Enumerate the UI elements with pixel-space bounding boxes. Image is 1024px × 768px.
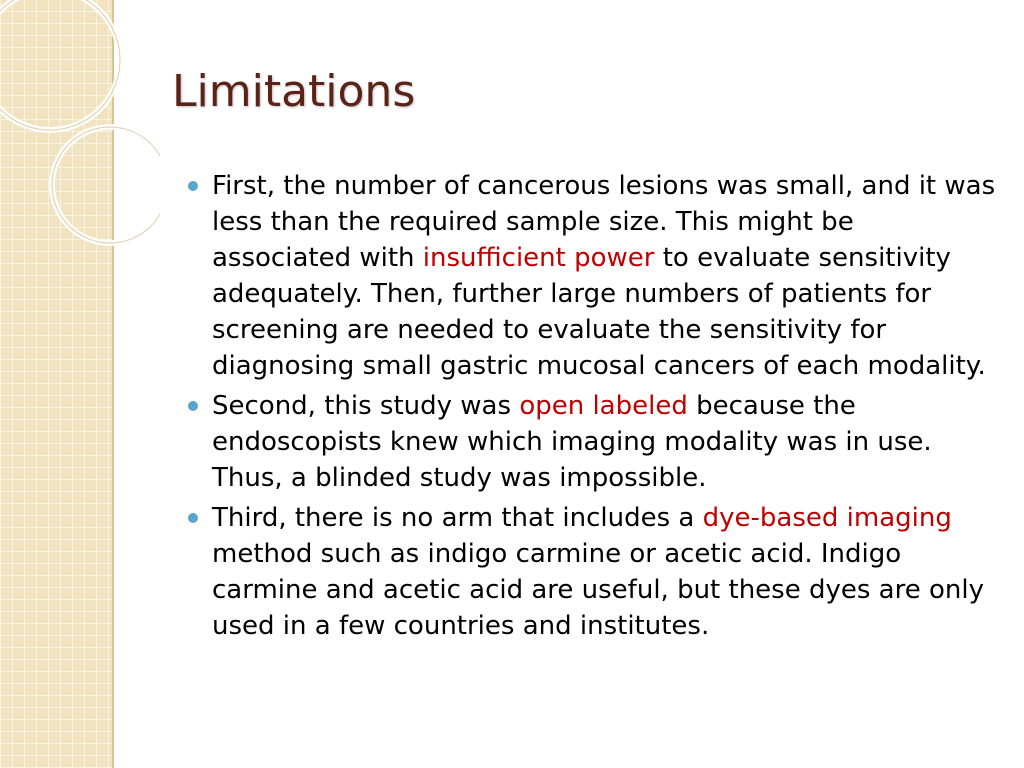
bullet-dot-icon (188, 513, 198, 523)
bullet-text: Second, this study was (212, 391, 520, 421)
bullet-item-second (188, 388, 998, 496)
bullet-text: Third, there is no arm that includes a (212, 503, 703, 533)
bullet-dot-icon (188, 401, 198, 411)
bullet-text: method such as indigo carmine or acetic acid. Indigo carmine and acetic acid are useful, but these dyes are only used in a few countries and institutes. (212, 539, 984, 641)
bullet-dot-icon (188, 181, 198, 191)
bullet-text: because the endoscopists knew which imaging modality was in use. Thus, a blinded study was impossible. (212, 391, 932, 493)
decorative-rings (0, 0, 160, 260)
bullet-text: to evaluate sensitivity adequately. Then, further large numbers of patients for screening are needed to evaluate the sensitivity for diagnosing small gastric mucosal cancers of each modality. (212, 243, 986, 381)
bullet-item-third (188, 500, 998, 644)
highlight-text: open labeled (519, 391, 688, 421)
highlight-text: insufficient power (422, 243, 655, 273)
bullet-item-first (188, 168, 998, 384)
highlight-text: dye-based imaging (702, 503, 952, 533)
slide-title: Limitations (172, 66, 416, 117)
bullet-list (188, 168, 998, 648)
bullet-text: First, the number of cancerous lesions was small, and it was less than the required sample size. This might be associated with (212, 171, 996, 273)
